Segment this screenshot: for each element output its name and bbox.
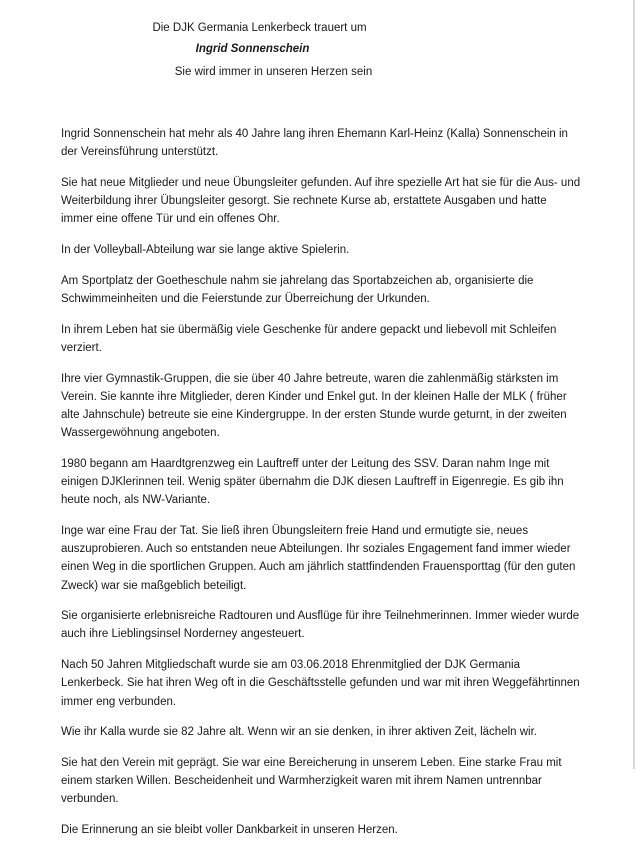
paragraph: Wie ihr Kalla wurde sie 82 Jahre alt. Wenn wir an sie denken, in ihrer aktiven Zeit, lächeln wir. bbox=[61, 726, 537, 739]
paragraph: In der Volleyball-Abteilung war sie lange aktive Spielerin. bbox=[61, 244, 350, 257]
deceased-name: Ingrid Sonnenschein bbox=[195, 43, 310, 55]
paragraph: Sie organisierte erlebnisreiche Radtouren und Ausflüge für ihre Teilnehmerinnen. Immer wieder wurde auch ihre Lieblingsinsel Norderney angesteuert. bbox=[61, 610, 580, 641]
paragraph: Ihre vier Gymnastik-Gruppen, die sie über 40 Jahre betreute, waren die zahlenmäßig stärksten im Verein. Sie kannte ihre Mitglieder, deren Kinder und Enkel gut. In der kleinen Halle der MLK ( früher alte Jahnschule) betreute sie eine Kindergruppe. In der ersten Stunde wurde geturnt, in der zweiten Wassergewöhnung angeboten. bbox=[61, 372, 567, 440]
document-body bbox=[61, 125, 581, 852]
paragraph: Nach 50 Jahren Mitgliedschaft wurde sie am 03.06.2018 Ehrenmitglied der DJK Germania Lenkerbeck. Sie hat ihren Weg oft in die Geschäftsstelle gefunden und war mit ihren Weggefährtinnen immer eng verbunden. bbox=[61, 659, 580, 708]
paragraph: 1980 begann am Haardtgrenzweg ein Lauftreff unter der Leitung des SSV. Daran nahm Inge mit einigen DJKlerinnen teil. Wenig später übernahm die DJK diesen Lauftreff in Eigenregie. Es gib ihn heute noch, als NW-Variante. bbox=[61, 457, 564, 507]
paragraph: Ingrid Sonnenschein hat mehr als 40 Jahre lang ihren Ehemann Karl-Heinz (Kalla) Sonnenschein in der Vereinsführung unterstützt. bbox=[61, 128, 568, 159]
paragraph: Sie hat neue Mitglieder und neue Übungsleiter gefunden. Auf ihre spezielle Art hat sie für die Aus- und Weiterbildung ihrer Übungsleiter gesorgt. Sie rechnete Kurse ab, erstattete Ausgaben und hatte immer eine offene Tür und ein offenes Ohr. bbox=[61, 176, 581, 226]
heading-subline: Sie wird immer in unseren Herzen sein bbox=[174, 66, 373, 78]
paragraph: Inge war eine Frau der Tat. Sie ließ ihren Übungsleitern freie Hand und ermutigte sie, neues auszuprobieren. Auch so entstanden neue Abteilungen. Ihr soziales Engagement fand immer wieder einen Weg in die sportlichen Gruppen. Auch am jährlich stattfindenden Frauensporttag (für den guten Zweck) war sie maßgeblich beteiligt. bbox=[61, 524, 576, 592]
heading-line: Die DJK Germania Lenkerbeck trauert um bbox=[152, 22, 367, 34]
paragraph: In ihrem Leben hat sie übermäßig viele Geschenke für andere gepackt und liebevoll mit Schleifen verziert. bbox=[61, 323, 557, 354]
paragraph: Die Erinnerung an sie bleibt voller Dankbarkeit in unseren Herzen. bbox=[61, 824, 398, 837]
paragraph: Sie hat den Verein mit geprägt. Sie war eine Bereicherung in unserem Leben. Eine starke Frau mit einem starken Willen. Bescheidenheit und Warmherzigkeit waren mit ihrem Namen untrennbar verbunden. bbox=[61, 756, 562, 806]
paragraph: Am Sportplatz der Goetheschule nahm sie jahrelang das Sportabzeichen ab, organisierte die Schwimmeinheiten und die Feierstunde zur Überreichung der Urkunden. bbox=[61, 274, 534, 305]
